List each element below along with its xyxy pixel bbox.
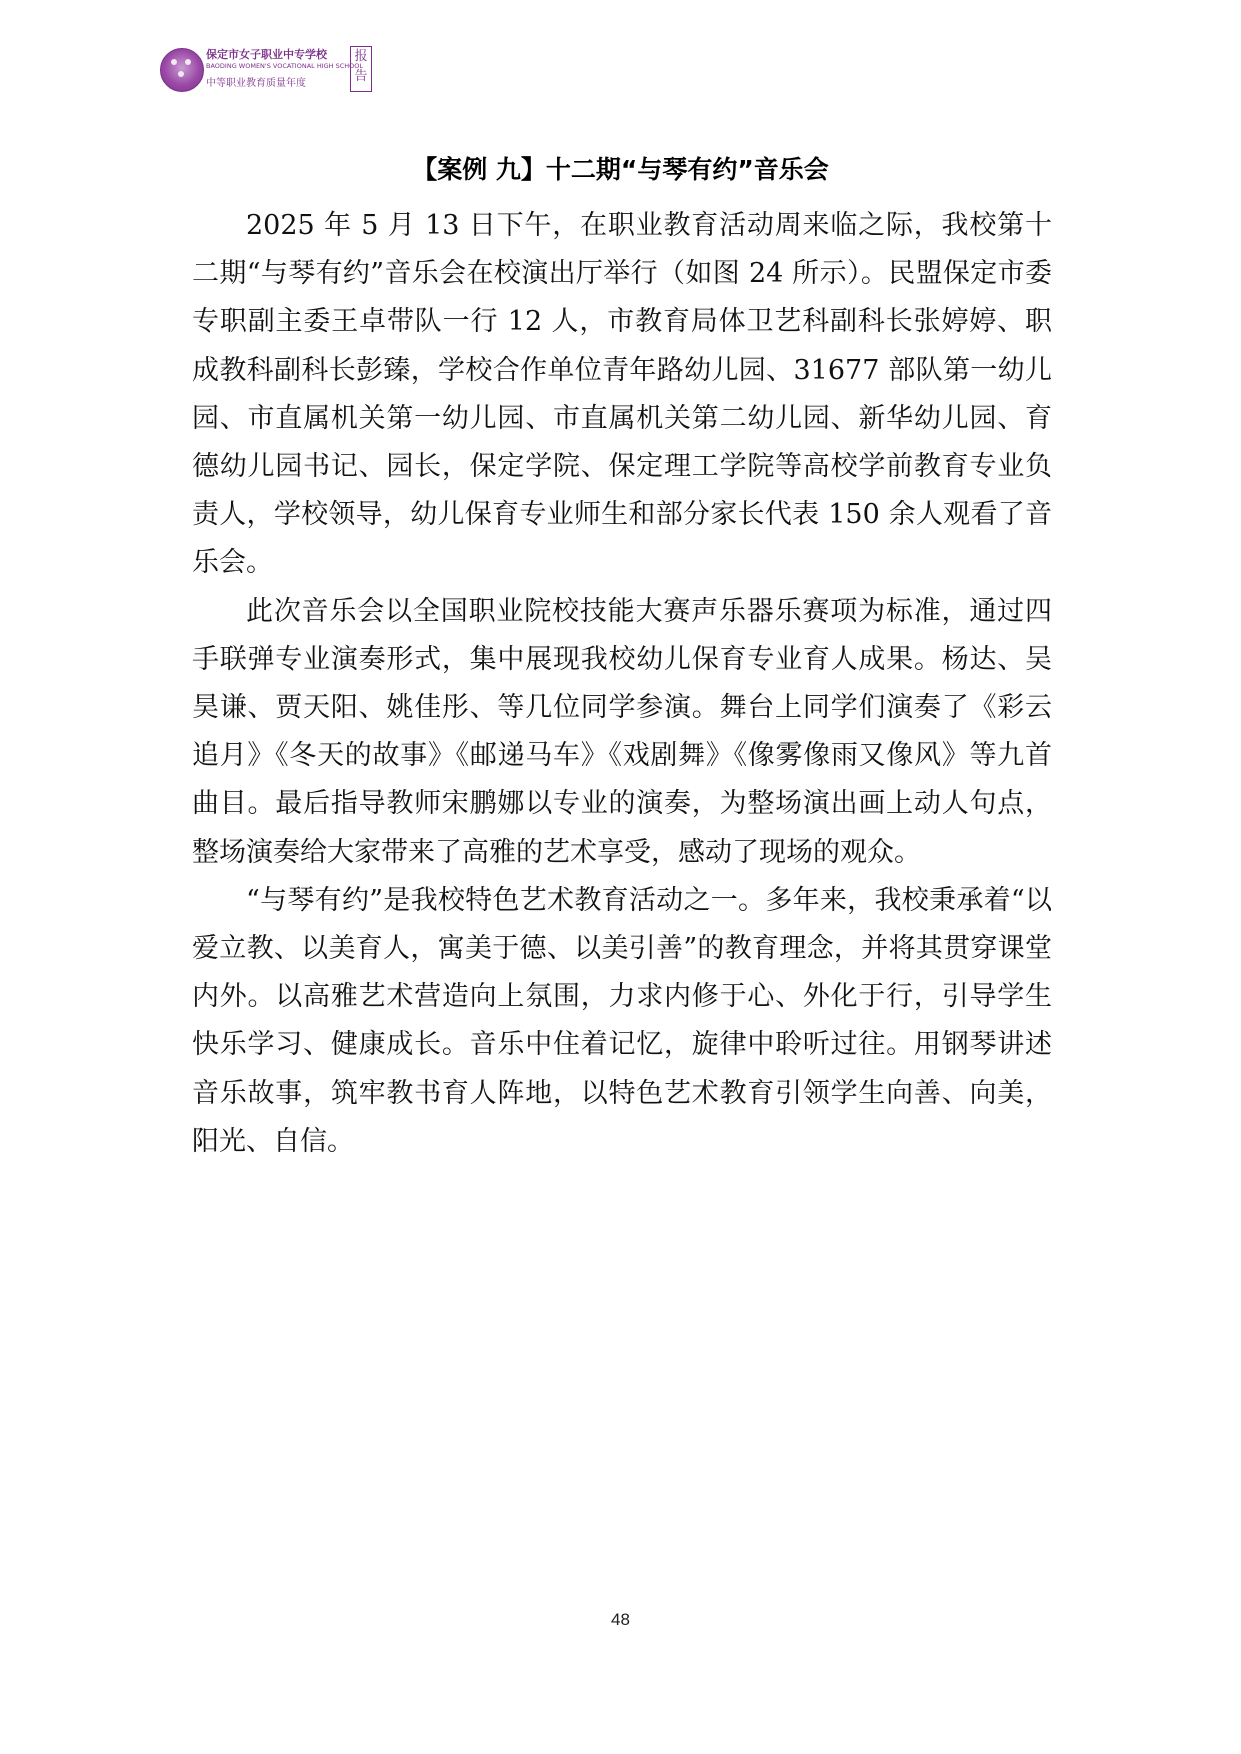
paragraph-1: 2025 年 5 月 13 日下午，在职业教育活动周来临之际，我校第十二期“与琴有约”音乐会在校演出厅举行（如图 24 所示）。民盟保定市委专职副主委王卓带队一行 12 人，市教育局体卫艺科副科长张婷婷、职成教科副科长彭臻，学校合作单位青年路幼儿园、31677 部队第一幼儿园、市直属机关第一幼儿园、市直属机关第二幼儿园、新华幼儿园、育德幼儿园书记、园长，保定学院、保定理工学院等高校学前教育专业负责人，学校领导，幼儿保育专业师生和部分家长代表 150 余人观看了音乐会。 xyxy=(192,210,1052,579)
page-number: 48 xyxy=(611,1610,630,1629)
report-subtitle: 中等职业教育质量年度 xyxy=(206,78,306,89)
paragraph-3: “与琴有约”是我校特色艺术教育活动之一。多年来，我校秉承着“以爱立教、以美育人，寓美于德、以美引善”的教育理念，并将其贯穿课堂内外。以高雅艺术营造向上氛围，力求内修于心、外化于行，引导学生快乐学习、健康成长。音乐中住着记忆，旋律中聆听过往。用钢琴讲述音乐故事，筑牢教书育人阵地，以特色艺术教育引领学生向善、向美，阳光、自信。 xyxy=(192,884,1052,1157)
page-header xyxy=(160,44,375,96)
school-logo-icon xyxy=(160,48,204,92)
school-name-cn: 保定市女子职业中专学校 xyxy=(206,48,327,61)
paragraph-2: 此次音乐会以全国职业院校技能大赛声乐器乐赛项为标准，通过四手联弹专业演奏形式，集中展现我校幼儿保育专业育人成果。杨达、吴昊谦、贾天阳、姚佳彤、等几位同学参演。舞台上同学们演奏了《彩云追月》《冬天的故事》《邮递马车》《戏剧舞》《像雾像雨又像风》等九首曲目。最后指导教师宋鹏娜以专业的演奏，为整场演出画上动人句点，整场演奏给大家带来了高雅的艺术享受，感动了现场的观众。 xyxy=(192,595,1052,868)
report-badge: 报告 xyxy=(350,46,372,92)
school-name-en: BAODING WOMEN'S VOCATIONAL HIGH SCHOOL xyxy=(206,62,364,70)
article-body xyxy=(192,202,1052,1166)
case-title: 【案例 九】十二期“与琴有约”音乐会 xyxy=(412,155,829,184)
